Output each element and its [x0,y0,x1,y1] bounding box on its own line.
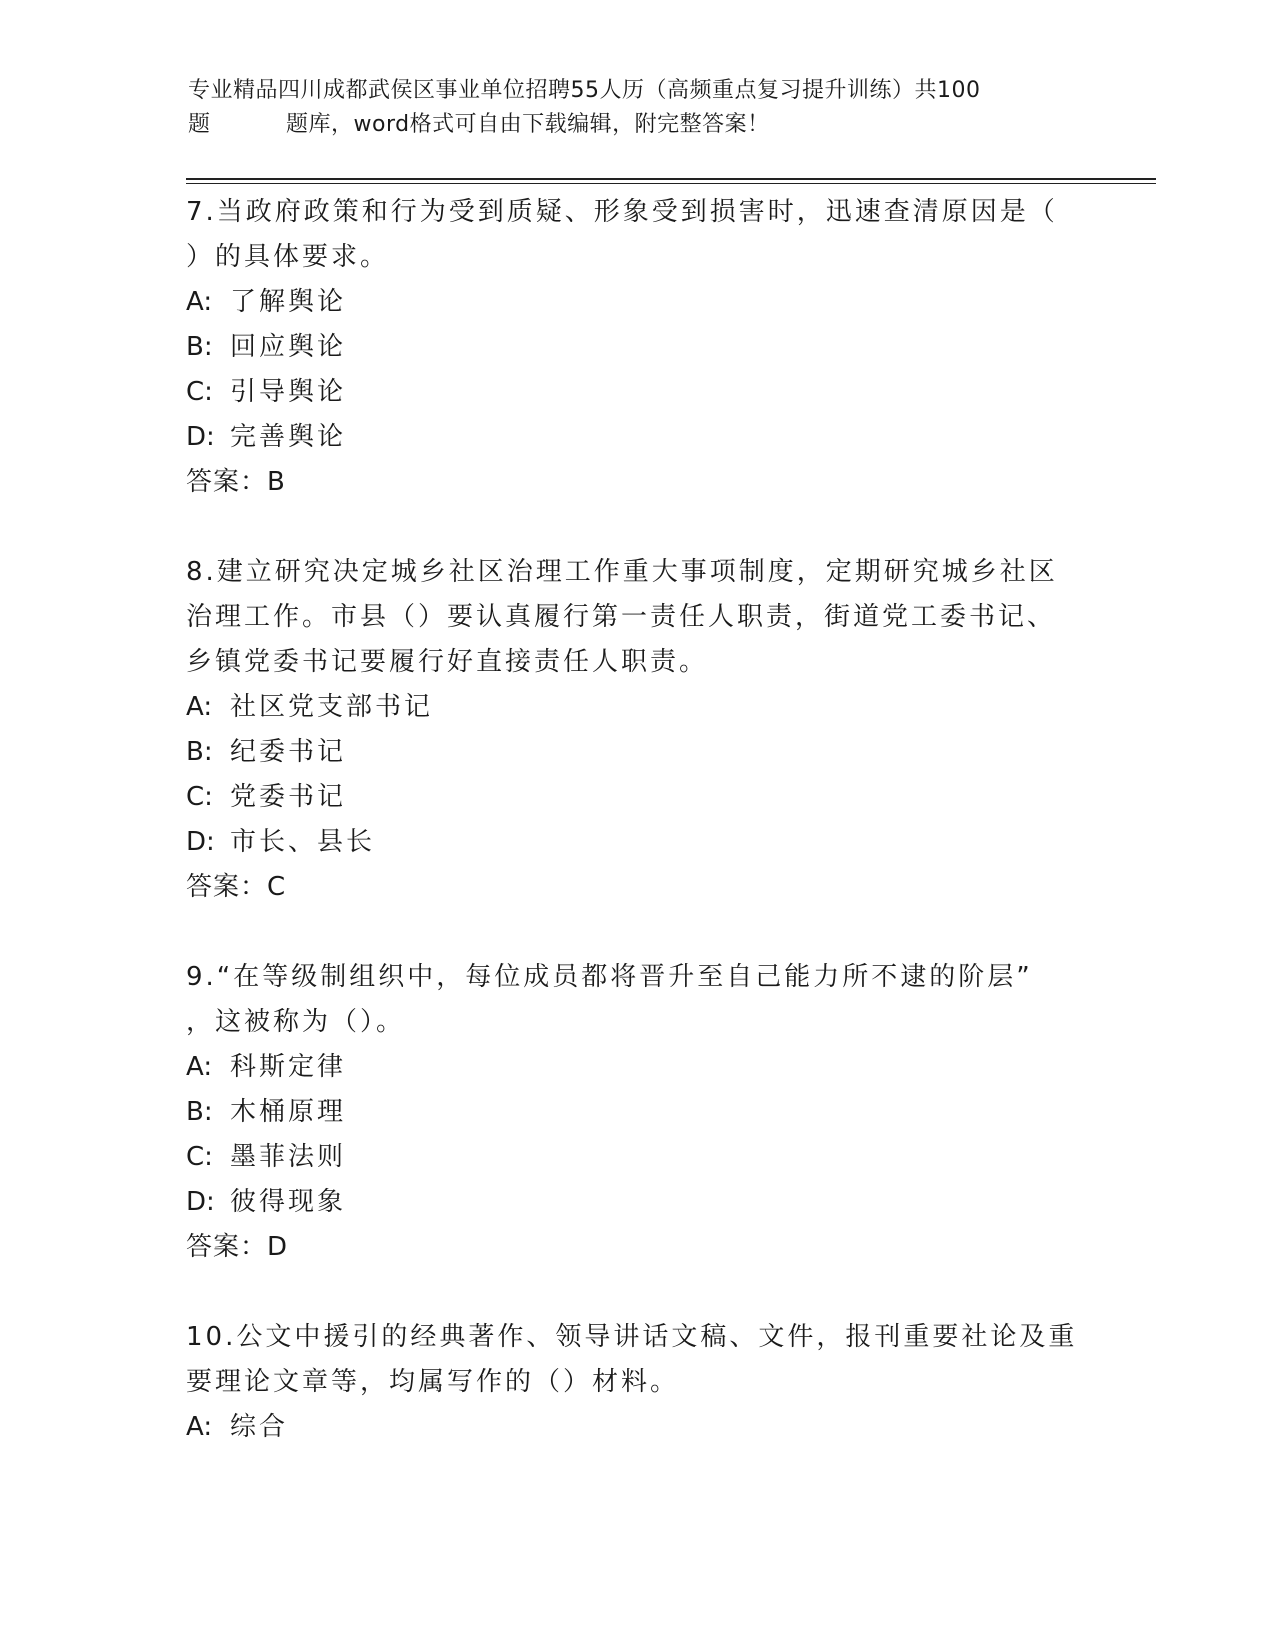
option-d [186,820,1086,865]
document-header [188,74,1088,142]
option-text: 市长、县长 [230,827,376,857]
question-stem [186,1315,1086,1405]
answer-line: 答案：B [186,467,286,497]
option-a [186,685,1086,730]
option-c [186,775,1086,820]
option-text: 回应舆论 [230,332,347,362]
option-key: A: [186,692,213,722]
header-title-rest: 题库，word格式可自由下载编辑，附完整答案！ [286,112,770,137]
option-d [186,415,1086,460]
option-text: 纪委书记 [230,737,347,767]
option-b [186,325,1086,370]
option-c [186,370,1086,415]
question-stem-line: ）的具体要求。 [186,242,390,272]
question-8 [186,550,1086,910]
option-key: A: [186,1052,213,1082]
option-text: 引导舆论 [230,377,347,407]
option-key: B: [186,737,213,767]
option-text: 科斯定律 [230,1052,347,1082]
header-title-line-1: 专业精品四川成都武侯区事业单位招聘55人历（高频重点复习提升训练）共100 [188,78,981,103]
question-spacer [186,1270,1086,1315]
option-key: B: [186,332,213,362]
question-stem-line: 8.建立研究决定城乡社区治理工作重大事项制度，定期研究城乡社区 [186,557,1058,587]
answer-line: 答案：D [186,1232,289,1262]
question-stem [186,955,1086,1045]
option-key: A: [186,1412,213,1442]
question-stem-line: 乡镇党委书记要履行好直接责任人职责。 [186,647,709,677]
question-stem-line: ，这被称为（）。 [186,1007,406,1037]
option-text: 木桶原理 [230,1097,347,1127]
option-a [186,280,1086,325]
option-key: C: [186,377,213,407]
question-stem-line: 要理论文章等，均属写作的（）材料。 [186,1367,680,1397]
header-divider-thin [186,183,1156,184]
question-spacer [186,910,1086,955]
question-stem-line: 9.“在等级制组织中，每位成员都将晋升至自己能力所不逮的阶层” [186,962,1033,992]
option-key: C: [186,1142,213,1172]
option-text: 综合 [230,1412,289,1442]
question-stem [186,550,1086,685]
option-text: 了解舆论 [230,287,347,317]
option-b [186,1090,1086,1135]
option-key: B: [186,1097,213,1127]
header-title-line-2 [188,108,1088,142]
option-text: 墨菲法则 [230,1142,347,1172]
question-stem-line: 7.当政府政策和行为受到质疑、形象受到损害时，迅速查清原因是（ [186,197,1058,227]
question-stem-line: 10.公文中援引的经典著作、领导讲话文稿、文件，报刊重要社论及重 [186,1322,1078,1352]
option-text: 彼得现象 [230,1187,347,1217]
question-spacer [186,505,1086,550]
answer-line: 答案：C [186,872,287,902]
option-text: 社区党支部书记 [230,692,434,722]
option-key: D: [186,827,215,857]
header-title-tag: 题 [188,112,211,137]
question-stem-line: 治理工作。市县（）要认真履行第一责任人职责，街道党工委书记、 [186,602,1057,632]
option-a [186,1045,1086,1090]
option-key: D: [186,422,215,452]
option-key: A: [186,287,213,317]
option-b [186,730,1086,775]
option-d [186,1180,1086,1225]
option-key: D: [186,1187,215,1217]
question-10 [186,1315,1086,1450]
question-7 [186,190,1086,505]
header-divider-thick [186,178,1156,180]
option-c [186,1135,1086,1180]
question-9 [186,955,1086,1270]
option-key: C: [186,782,213,812]
question-stem [186,190,1086,280]
option-a [186,1405,1086,1450]
option-text: 完善舆论 [230,422,347,452]
question-list [186,190,1086,1450]
option-text: 党委书记 [230,782,347,812]
